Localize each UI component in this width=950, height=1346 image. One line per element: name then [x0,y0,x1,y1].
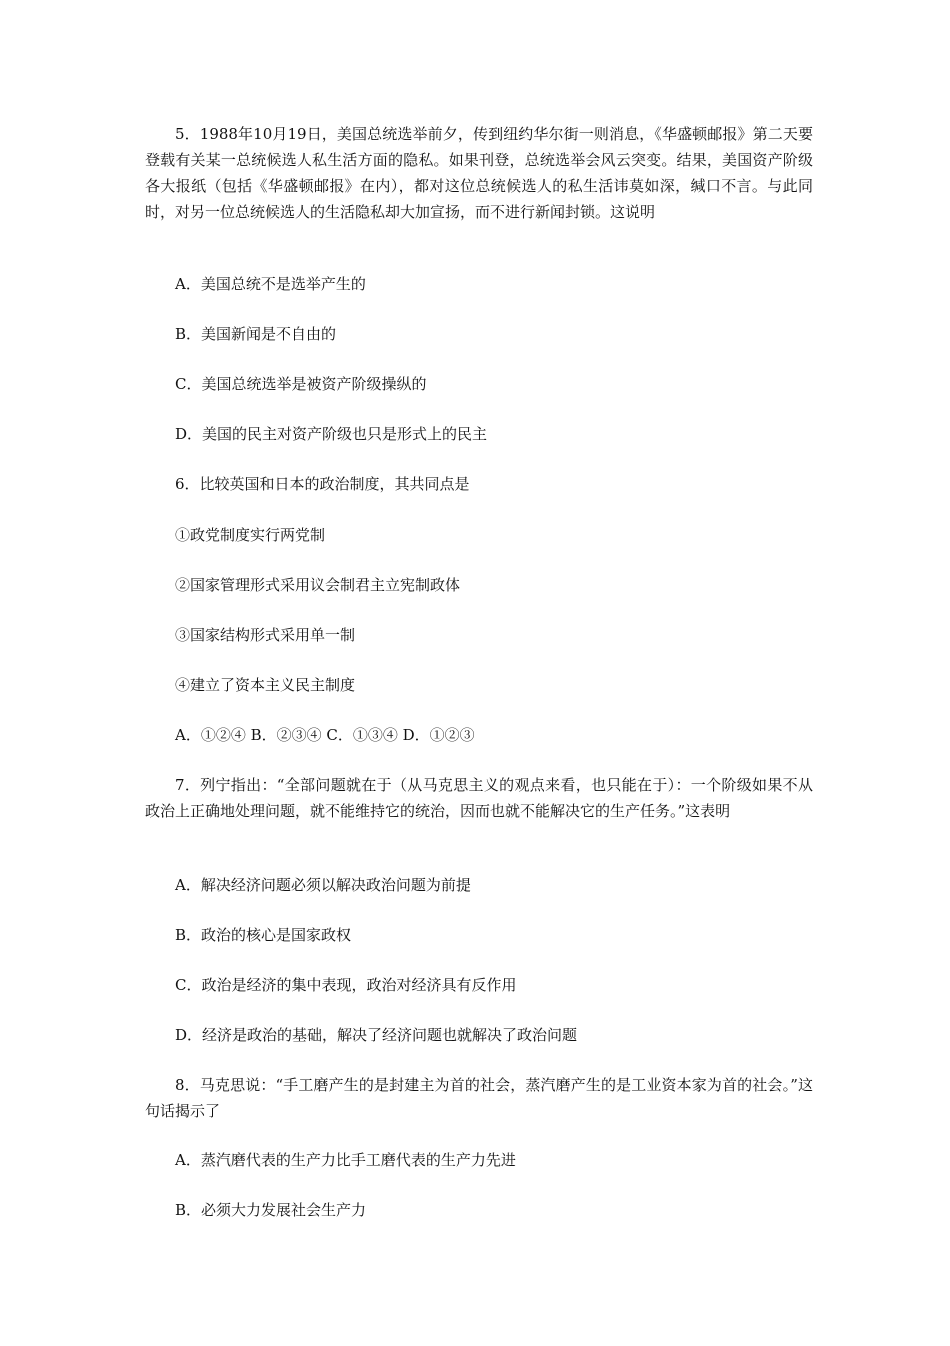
question-7-option-b: B．政治的核心是国家政权 [175,926,352,944]
question-6-statement-3: ③国家结构形式采用单一制 [175,626,356,644]
question-8-option-b: B．必须大力发展社会生产力 [175,1201,367,1219]
question-6-statement-4: ④建立了资本主义民主制度 [175,676,356,694]
question-5-option-d: D．美国的民主对资产阶级也只是形式上的民主 [175,425,488,443]
question-7-option-d: D．经济是政治的基础，解决了经济问题也就解决了政治问题 [175,1026,578,1044]
question-7-option-c: C．政治是经济的集中表现，政治对经济具有反作用 [175,976,517,994]
question-6-statement-1: ①政党制度实行两党制 [175,526,326,544]
question-7-stem: 7．列宁指出：“全部问题就在于（从马克思主义的观点来看，也只能在于）：一个阶级如果不从政治上正确地处理问题，就不能维持它的统治，因而也就不能解决它的生产任务。”这表明 [145,776,813,820]
question-5-option-c: C．美国总统选举是被资产阶级操纵的 [175,375,427,393]
question-5-stem: 5．1988年10月19日，美国总统选举前夕，传到纽约华尔街一则消息，《华盛顿邮报》第二天要登载有关某一总统候选人私生活方面的隐私。如果刊登，总统选举会风云突变。结果，美国资产阶级各大报纸（包括《华盛顿邮报》在内），都对这位总统候选人的私生活讳莫如深，缄口不言。与此同时，对另一位总统候选人的生活隐私却大加宣扬，而不进行新闻封锁。这说明 [145,125,813,221]
question-5-option-b: B．美国新闻是不自由的 [175,325,337,343]
question-8-option-a: A．蒸汽磨代表的生产力比手工磨代表的生产力先进 [175,1151,516,1169]
question-6-options: A．①②④ B．②③④ C．①③④ D．①②③ [175,726,475,744]
question-8-stem: 8．马克思说：“手工磨产生的是封建主为首的社会，蒸汽磨产生的是工业资本家为首的社会。”这句话揭示了 [145,1076,813,1120]
question-6-statement-2: ②国家管理形式采用议会制君主立宪制政体 [175,576,461,594]
question-7-option-a: A．解决经济问题必须以解决政治问题为前提 [175,876,471,894]
question-6-stem: 6．比较英国和日本的政治制度，其共同点是 [175,475,470,493]
question-5-option-a: A．美国总统不是选举产生的 [175,275,366,293]
